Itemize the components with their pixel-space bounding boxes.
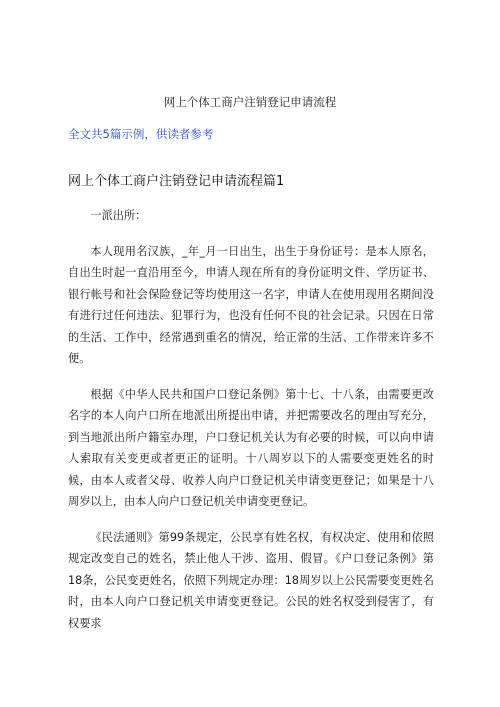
- paragraph-addressee: 一派出所：: [90, 209, 147, 222]
- paragraph-regulation: 根据《中华人民共和国户口登记条例》第十七、十八条，由需要更改名字的本人向户口所在地派出所提出申请，并把需要改名的理由写充分，到当地派出所户籍室办理，户口登记机关认为有必要的时候，可以向申请人索取有关变更或者更正的证明。十八周岁以下的人需要变更姓名的时候，由本人或者父母、收养人向户口登记机关申请变更登记；如果是十八周岁以上，由本人向户口登记机关申请变更登记。: [68, 387, 434, 508]
- document-title: 网上个体工商户注销登记申请流程: [163, 95, 337, 109]
- document-body: [68, 205, 434, 648]
- section-heading: 网上个体工商户注销登记申请流程篇1: [68, 174, 285, 189]
- paragraph-civil-law: 《民法通则》第99条规定，公民享有姓名权，有权决定、使用和依照规定改变自己的姓名，禁止他人干涉、盗用、假冒。《户口登记条例》第18条，公民变更姓名，依照下列规定办理：18周岁以上公民需要变更姓名时，由本人向户口登记机关申请变更登记。公民的姓名权受到侵害了，有权要求: [68, 530, 434, 630]
- paragraph-statement: 本人现用名汉族，_年_月一日出生，出生于身份证号：是本人原名，自出生时起一直沿用至今，申请人现在所有的身份证明文件、学历证书、银行帐号和社会保险登记等均使用这一名字，申请人在使用现用名期间没有进行过任何违法、犯罪行为，也没有任何不良的社会记录。只因在日常的生活、工作中，经常遇到重名的情况，给正常的生活、工作带来许多不便。: [68, 244, 434, 365]
- summary-note: 全文共5篇示例，供读者参考: [68, 127, 214, 141]
